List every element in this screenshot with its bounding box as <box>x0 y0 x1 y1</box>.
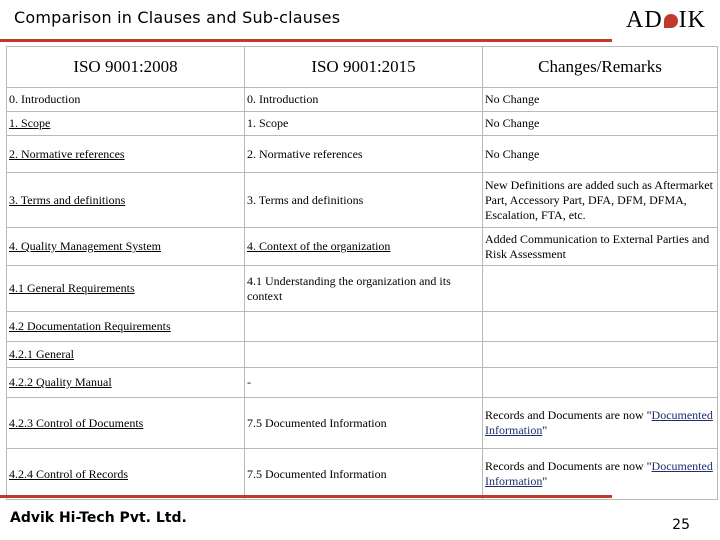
table-header-row <box>7 47 718 88</box>
cell-iso2008: 4.2.4 Control of Records <box>7 449 245 500</box>
footer-company: Advik Hi-Tech Pvt. Ltd. <box>10 510 187 526</box>
cell-iso2015: 0. Introduction <box>245 88 483 112</box>
slide-title: Comparison in Clauses and Sub-clauses <box>14 8 341 27</box>
cell-iso2008: 1. Scope <box>7 112 245 136</box>
cell-iso2015: 7.5 Documented Information <box>245 449 483 500</box>
cell-remarks <box>483 266 718 312</box>
cell-remarks <box>483 449 718 500</box>
table-row <box>7 266 718 312</box>
cell-remarks: No Change <box>483 88 718 112</box>
cell-remarks: New Definitions are added such as Aftermarket Part, Accessory Part, DFA, DFM, DFMA, Escalation, FTA, etc. <box>483 173 718 228</box>
cell-iso2008: 4.1 General Requirements <box>7 266 245 312</box>
cell-iso2015: 4.1 Understanding the organization and its context <box>245 266 483 312</box>
cell-iso2008: 2. Normative references <box>7 136 245 173</box>
table-row <box>7 112 718 136</box>
header-divider <box>0 39 612 42</box>
logo-q-icon <box>664 14 678 28</box>
cell-remarks <box>483 398 718 449</box>
cell-iso2015: 2. Normative references <box>245 136 483 173</box>
table-row <box>7 368 718 398</box>
cell-remarks: No Change <box>483 112 718 136</box>
cell-iso2008: 3. Terms and definitions <box>7 173 245 228</box>
cell-iso2008: 4.2.1 General <box>7 342 245 368</box>
cell-iso2015 <box>245 312 483 342</box>
cell-remarks <box>483 368 718 398</box>
remarks-text-end: " <box>542 474 548 488</box>
table-row <box>7 88 718 112</box>
cell-remarks: No Change <box>483 136 718 173</box>
cell-remarks: Added Communication to External Parties and Risk Assessment <box>483 228 718 266</box>
cell-iso2015: 4. Context of the organization <box>245 228 483 266</box>
cell-iso2008: 4.2.3 Control of Documents <box>7 398 245 449</box>
documented-information-link[interactable]: Documented Information <box>485 408 713 437</box>
remarks-text: Records and Documents are now " <box>485 408 652 422</box>
cell-iso2015 <box>245 342 483 368</box>
company-logo <box>626 7 706 34</box>
cell-iso2008: 4.2.2 Quality Manual <box>7 368 245 398</box>
clause-comparison-table <box>6 46 718 500</box>
cell-iso2008: 4. Quality Management System <box>7 228 245 266</box>
cell-iso2015: - <box>245 368 483 398</box>
cell-iso2015: 3. Terms and definitions <box>245 173 483 228</box>
logo-text-right: IK <box>678 7 706 33</box>
footer-divider <box>0 495 612 498</box>
table-row <box>7 173 718 228</box>
table-row <box>7 449 718 500</box>
remarks-text-end: " <box>542 423 548 437</box>
table-row <box>7 228 718 266</box>
table-row <box>7 342 718 368</box>
column-header-iso2008: ISO 9001:2008 <box>7 47 245 88</box>
cell-iso2015: 7.5 Documented Information <box>245 398 483 449</box>
table-row <box>7 398 718 449</box>
table-row <box>7 312 718 342</box>
column-header-iso2015: ISO 9001:2015 <box>245 47 483 88</box>
logo-text-left: AD <box>626 7 663 33</box>
table-row <box>7 136 718 173</box>
cell-remarks <box>483 342 718 368</box>
cell-iso2015: 1. Scope <box>245 112 483 136</box>
column-header-remarks: Changes/Remarks <box>483 47 718 88</box>
cell-iso2008: 0. Introduction <box>7 88 245 112</box>
documented-information-link[interactable]: Documented Information <box>485 459 713 488</box>
page-number: 25 <box>672 517 690 533</box>
cell-remarks <box>483 312 718 342</box>
cell-iso2008: 4.2 Documentation Requirements <box>7 312 245 342</box>
remarks-text: Records and Documents are now " <box>485 459 652 473</box>
